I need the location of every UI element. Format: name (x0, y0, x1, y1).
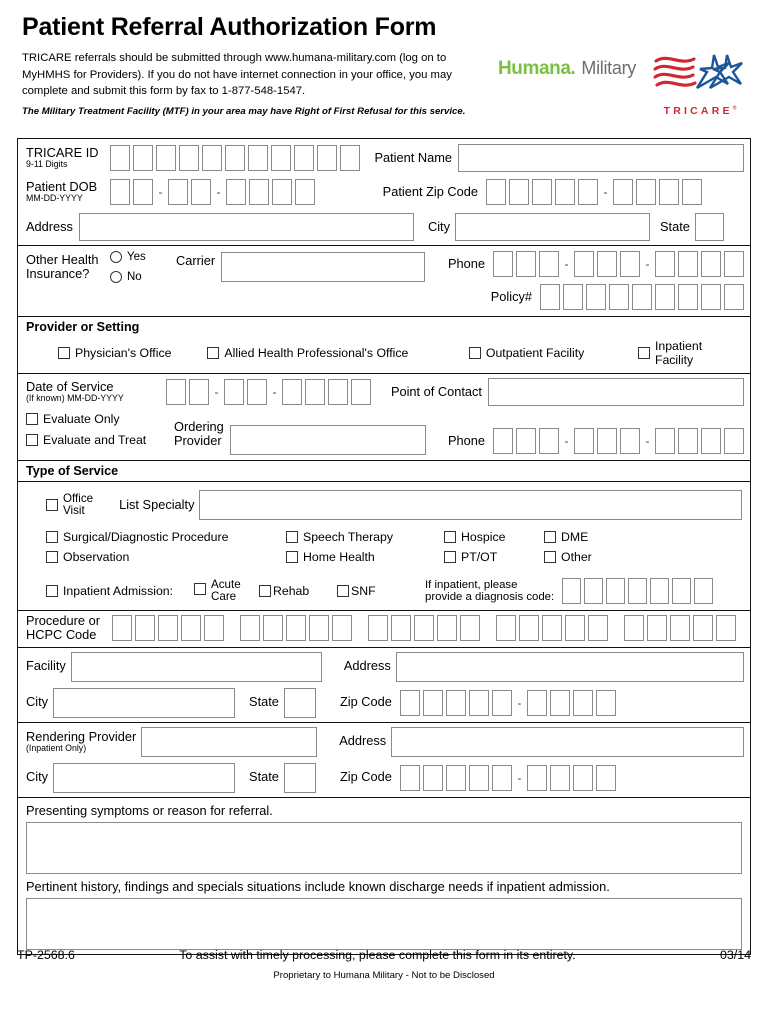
char-box[interactable] (446, 690, 466, 716)
char-box[interactable] (655, 251, 675, 277)
char-box[interactable] (135, 615, 155, 641)
char-box[interactable] (272, 179, 292, 205)
form-number: TP-2568.6 (17, 948, 75, 962)
rendering-address-input[interactable] (391, 727, 744, 757)
char-box[interactable] (586, 284, 606, 310)
char-box[interactable] (492, 690, 512, 716)
radio-yes-icon[interactable] (110, 251, 122, 263)
facility-city-input[interactable] (53, 688, 235, 718)
ordering-phone-input[interactable] (493, 428, 744, 454)
carrier-input[interactable] (221, 252, 425, 282)
row-service-types-1 (18, 528, 750, 546)
char-box[interactable] (701, 284, 721, 310)
char-box[interactable] (724, 428, 744, 454)
separator-dash: - (517, 770, 522, 785)
tricare-wordmark: TRICARE® (663, 105, 737, 117)
office-visit-label: Office Visit (63, 492, 94, 517)
char-box[interactable] (248, 145, 268, 171)
char-box[interactable] (286, 615, 306, 641)
rehab-option[interactable] (259, 584, 337, 598)
char-box[interactable] (240, 615, 260, 641)
char-box[interactable] (550, 765, 570, 791)
char-box[interactable] (181, 615, 201, 641)
checkbox-dme-icon[interactable] (544, 531, 556, 543)
separator-dash: - (645, 434, 650, 448)
service-option-other[interactable] (544, 550, 592, 564)
address-input[interactable] (79, 213, 414, 241)
tricare-emblem-icon (650, 48, 750, 98)
char-box[interactable] (694, 578, 713, 604)
form-body (17, 138, 751, 955)
insurance-phone-label: Phone (447, 255, 485, 271)
carrier-label: Carrier (176, 253, 216, 268)
inpatient-admission-label: Inpatient Admission: (63, 584, 174, 598)
char-box[interactable] (540, 284, 560, 310)
procedure-code-label: Procedure or HCPC Code (26, 613, 100, 643)
char-box[interactable] (573, 765, 593, 791)
service-option-dme[interactable] (544, 530, 588, 544)
service-option-home-health-label: Home Health (303, 550, 375, 564)
char-box[interactable] (368, 615, 388, 641)
checkbox-provider-setting-icon[interactable] (58, 347, 70, 359)
checkbox-provider-setting-icon[interactable] (469, 347, 481, 359)
history-label: Pertinent history, findings and specials situations include known discharge needs if inpatient admission. (26, 878, 610, 894)
row-ordering-phone (448, 428, 744, 454)
facility-zip-label: Zip Code (339, 694, 392, 710)
char-box[interactable] (133, 145, 153, 171)
char-box[interactable] (317, 145, 337, 171)
row-rendering-provider (18, 723, 750, 760)
char-box[interactable] (620, 251, 640, 277)
patient-zip-label: Patient Zip Code (382, 183, 478, 199)
char-box[interactable] (647, 615, 667, 641)
humana-wordmark: Humana. (497, 58, 576, 79)
separator-dash: - (216, 185, 221, 199)
separator-dash: - (564, 257, 569, 271)
char-box[interactable] (628, 578, 647, 604)
char-box[interactable] (295, 179, 315, 205)
evaluate-only-label: Evaluate Only (43, 412, 120, 426)
char-box[interactable] (166, 379, 186, 405)
footer-center-text: To assist with timely processing, please complete this form in its entirety. (179, 948, 576, 962)
inpatient-admission-option[interactable] (46, 584, 194, 598)
char-box[interactable] (156, 145, 176, 171)
char-box[interactable] (446, 765, 466, 791)
point-of-contact-input[interactable] (488, 378, 744, 406)
char-box[interactable] (539, 251, 559, 277)
tricare-logo (650, 48, 750, 117)
char-box[interactable] (563, 284, 583, 310)
row-policy-number (448, 284, 744, 310)
char-box[interactable] (574, 428, 594, 454)
humana-military-logo (498, 48, 636, 80)
char-box[interactable] (271, 145, 291, 171)
char-box[interactable] (670, 615, 690, 641)
facility-address-label: Address (343, 658, 391, 674)
rendering-zip-input[interactable] (400, 765, 616, 791)
checkbox-speech-icon[interactable] (286, 531, 298, 543)
rendering-state-label: State (249, 769, 279, 785)
checkbox-observation-icon[interactable] (46, 551, 58, 563)
char-box[interactable] (539, 428, 559, 454)
char-box[interactable] (493, 251, 513, 277)
char-box[interactable] (620, 428, 640, 454)
provider-setting-option-1[interactable] (58, 346, 207, 360)
list-specialty-input[interactable] (199, 490, 742, 520)
char-box[interactable] (469, 690, 489, 716)
separator-dash: - (214, 385, 219, 399)
tricare-id-label-group (26, 146, 110, 170)
dob-label-group (26, 180, 110, 204)
proprietary-notice: Proprietary to Humana Military - Not to be Disclosed (273, 970, 495, 981)
char-box[interactable] (263, 615, 283, 641)
char-box[interactable] (578, 179, 598, 205)
char-box[interactable] (516, 251, 536, 277)
char-box[interactable] (391, 615, 411, 641)
rendering-zip-label: Zip Code (339, 769, 392, 785)
char-box[interactable] (597, 251, 617, 277)
char-box[interactable] (158, 615, 178, 641)
char-box[interactable] (249, 179, 269, 205)
form-revision-date: 03/14 (719, 948, 751, 962)
rendering-state-input[interactable] (284, 763, 316, 793)
char-box[interactable] (226, 179, 246, 205)
snf-option[interactable] (337, 584, 415, 598)
symptoms-textarea[interactable] (26, 822, 742, 874)
service-option-dme-label: DME (561, 530, 589, 544)
address-label: Address (26, 218, 73, 234)
provider-setting-option-label: Physician's Office (75, 346, 172, 360)
rendering-provider-input[interactable] (141, 727, 317, 757)
char-box[interactable] (655, 284, 675, 310)
char-box[interactable] (309, 615, 329, 641)
checkbox-inpatient-admission-icon[interactable] (46, 585, 58, 597)
char-box[interactable] (202, 145, 222, 171)
dob-label: Patient DOB (26, 179, 98, 194)
char-box[interactable] (532, 179, 552, 205)
checkbox-provider-setting-icon[interactable] (207, 347, 219, 359)
separator-dash: - (645, 257, 650, 271)
char-box[interactable] (400, 690, 420, 716)
char-box[interactable] (191, 179, 211, 205)
dob-input[interactable] (110, 179, 315, 205)
other-insurance-radio-group (110, 251, 162, 283)
char-box[interactable] (400, 765, 420, 791)
ordering-provider-label: Ordering Provider (174, 419, 224, 449)
insurance-phone-input[interactable] (493, 251, 744, 277)
state-label: State (660, 218, 690, 234)
char-box[interactable] (596, 765, 616, 791)
char-box[interactable] (650, 578, 669, 604)
char-box[interactable] (655, 428, 675, 454)
other-insurance-label: Other Health Insurance? (26, 252, 99, 282)
char-box[interactable] (550, 690, 570, 716)
char-box[interactable] (724, 251, 744, 277)
provider-setting-option-3[interactable] (469, 346, 638, 360)
char-box[interactable] (224, 379, 244, 405)
service-option-observation[interactable] (46, 550, 286, 564)
row-patient-address (18, 210, 750, 246)
separator-dash: - (272, 385, 277, 399)
row-ordering-provider (18, 409, 750, 461)
char-box[interactable] (724, 284, 744, 310)
row-procedure-code (18, 611, 750, 648)
date-of-service-sublabel: (If known) MM-DD-YYYY (26, 393, 124, 404)
char-box[interactable] (596, 690, 616, 716)
page-title: Patient Referral Authorization Form (22, 13, 437, 41)
char-box[interactable] (588, 615, 608, 641)
char-box[interactable] (496, 615, 516, 641)
service-option-hospice[interactable] (444, 530, 544, 544)
char-box[interactable] (678, 284, 698, 310)
procedure-code-input[interactable] (112, 615, 736, 641)
char-box[interactable] (133, 179, 153, 205)
char-box[interactable] (606, 578, 625, 604)
char-box[interactable] (527, 690, 547, 716)
tricare-id-input[interactable] (110, 145, 360, 171)
service-option-speech[interactable] (286, 530, 444, 544)
row-insurance-phone (448, 251, 744, 277)
facility-input[interactable] (71, 652, 322, 682)
char-box[interactable] (527, 765, 547, 791)
policy-number-input[interactable] (540, 284, 744, 310)
checkbox-snf-icon[interactable] (337, 585, 349, 597)
provider-setting-option-label: Outpatient Facility (485, 346, 585, 360)
char-box[interactable] (555, 179, 575, 205)
checkbox-other-icon[interactable] (544, 551, 556, 563)
char-box[interactable] (584, 578, 603, 604)
checkbox-acute-care-icon[interactable] (194, 583, 206, 595)
mtf-note: The Military Treatment Facility (MTF) in your area may have Right of First Refusal for this service. (22, 106, 466, 118)
date-of-service-label: Date of Service (26, 379, 114, 394)
char-box[interactable] (112, 615, 132, 641)
facility-address-input[interactable] (396, 652, 744, 682)
char-box[interactable] (493, 428, 513, 454)
checkbox-surgical-icon[interactable] (46, 531, 58, 543)
insurance-no-label: No (127, 271, 142, 283)
facility-state-label: State (249, 694, 279, 710)
char-box[interactable] (509, 179, 529, 205)
service-option-hospice-label: Hospice (461, 530, 506, 544)
dob-sublabel: MM-DD-YYYY (26, 193, 83, 204)
policy-number-label: Policy# (490, 288, 532, 304)
char-box[interactable] (168, 179, 188, 205)
char-box[interactable] (682, 179, 702, 205)
char-box[interactable] (716, 615, 736, 641)
insurance-yes-label: Yes (127, 251, 146, 263)
char-box[interactable] (597, 428, 617, 454)
char-box[interactable] (247, 379, 267, 405)
service-option-home-health[interactable] (286, 550, 444, 564)
row-office-visit (18, 482, 750, 528)
military-wordmark: Military (581, 58, 636, 78)
symptoms-label: Presenting symptoms or reason for referral. (26, 802, 273, 818)
char-box[interactable] (701, 428, 721, 454)
checkbox-evaluate-only-icon[interactable] (26, 413, 38, 425)
provider-setting-options (18, 337, 750, 374)
char-box[interactable] (701, 251, 721, 277)
brand-logos (498, 48, 750, 117)
city-label: City (427, 218, 450, 234)
char-box[interactable] (294, 145, 314, 171)
separator-dash: - (564, 434, 569, 448)
patient-name-label: Patient Name (374, 149, 452, 165)
checkbox-pt-ot-icon[interactable] (444, 551, 456, 563)
char-box[interactable] (636, 179, 656, 205)
char-box[interactable] (672, 578, 691, 604)
char-box[interactable] (542, 615, 562, 641)
row-facility (18, 648, 750, 685)
row-date-of-service (18, 374, 750, 409)
char-box[interactable] (486, 179, 506, 205)
form-header (0, 0, 768, 128)
rehab-label: Rehab (273, 584, 310, 598)
service-option-surgical-label: Surgical/Diagnostic Procedure (63, 530, 229, 544)
office-visit-option[interactable] (46, 493, 93, 517)
evaluate-and-treat-label: Evaluate and Treat (43, 433, 147, 447)
char-box[interactable] (573, 690, 593, 716)
char-box[interactable] (565, 615, 585, 641)
separator-dash: - (158, 185, 163, 199)
provider-setting-option-4[interactable] (638, 339, 742, 367)
checkbox-provider-setting-icon[interactable] (638, 347, 650, 359)
service-option-observation-label: Observation (63, 550, 130, 564)
char-box[interactable] (613, 179, 633, 205)
char-box[interactable] (460, 615, 480, 641)
char-box[interactable] (693, 615, 713, 641)
service-option-pt-ot[interactable] (444, 550, 544, 564)
provider-setting-option-2[interactable] (207, 346, 468, 360)
row-inpatient-admission (18, 574, 750, 611)
char-box[interactable] (423, 690, 443, 716)
date-of-service-input[interactable] (166, 379, 371, 405)
row-facility-city (18, 685, 750, 723)
char-box[interactable] (516, 428, 536, 454)
char-box[interactable] (632, 284, 652, 310)
point-of-contact-label: Point of Contact (390, 383, 482, 399)
char-box[interactable] (189, 379, 209, 405)
checkbox-home-health-icon[interactable] (286, 551, 298, 563)
insurance-yes-option[interactable] (110, 251, 162, 263)
char-box[interactable] (469, 765, 489, 791)
evaluate-options (26, 411, 174, 447)
diagnosis-code-input[interactable] (562, 578, 713, 604)
type-of-service-title: Type of Service (18, 461, 750, 482)
state-input[interactable] (695, 213, 724, 241)
row-patient-dob (18, 176, 750, 210)
rendering-city-input[interactable] (53, 763, 235, 793)
facility-zip-input[interactable] (400, 690, 616, 716)
char-box[interactable] (204, 615, 224, 641)
patient-zip-input[interactable] (486, 179, 702, 205)
char-box[interactable] (659, 179, 679, 205)
separator-dash: - (603, 185, 608, 199)
patient-name-input[interactable] (458, 144, 744, 172)
provider-setting-title: Provider or Setting (26, 320, 140, 334)
char-box[interactable] (423, 765, 443, 791)
char-box[interactable] (179, 145, 199, 171)
row-service-types-2 (18, 546, 750, 574)
ordering-phone-label: Phone (447, 432, 485, 448)
rendering-city-label: City (26, 769, 49, 785)
evaluate-only-option[interactable] (26, 412, 174, 426)
insurance-no-option[interactable] (110, 271, 162, 283)
insurance-right-group (448, 251, 744, 310)
acute-care-option[interactable] (194, 579, 259, 603)
separator-dash: - (517, 695, 522, 710)
char-box[interactable] (110, 145, 130, 171)
service-option-speech-label: Speech Therapy (303, 530, 394, 544)
provider-setting-option-label: Allied Health Professional's Office (224, 346, 409, 360)
char-box[interactable] (562, 578, 581, 604)
checkbox-office-visit-icon[interactable] (46, 499, 58, 511)
char-box[interactable] (678, 428, 698, 454)
evaluate-and-treat-option[interactable] (26, 433, 174, 447)
facility-state-input[interactable] (284, 688, 316, 718)
char-box[interactable] (678, 251, 698, 277)
tricare-id-sublabel: 9-11 Digits (26, 159, 68, 170)
char-box[interactable] (305, 379, 325, 405)
tricare-id-label: TRICARE ID (26, 145, 99, 160)
rendering-provider-label: Rendering Provider (Inpatient Only) (26, 728, 137, 753)
intro-paragraph: TRICARE referrals should be submitted through www.humana-military.com (log on to MyHMHS for Providers). If you do not have internet connection in your office, you may complete and submit this form by fax to 1-877-548-1547. (22, 52, 452, 97)
checkbox-hospice-icon[interactable] (444, 531, 456, 543)
char-box[interactable] (414, 615, 434, 641)
facility-city-label: City (26, 694, 49, 710)
service-option-other-label: Other (561, 550, 592, 564)
date-of-service-label-group (26, 380, 166, 404)
snf-label: SNF (351, 584, 376, 598)
service-option-pt-ot-label: PT/OT (461, 550, 498, 564)
char-box[interactable] (609, 284, 629, 310)
city-input[interactable] (455, 213, 650, 241)
char-box[interactable] (328, 379, 348, 405)
radio-no-icon[interactable] (110, 271, 122, 283)
char-box[interactable] (351, 379, 371, 405)
rendering-address-label: Address (339, 733, 387, 749)
row-rendering-city (18, 760, 750, 798)
list-specialty-label: List Specialty (119, 496, 195, 512)
char-box[interactable] (282, 379, 302, 405)
char-box[interactable] (519, 615, 539, 641)
char-box[interactable] (225, 145, 245, 171)
char-box[interactable] (492, 765, 512, 791)
char-box[interactable] (574, 251, 594, 277)
char-box[interactable] (437, 615, 457, 641)
acute-care-label: Acute Care (211, 578, 241, 603)
service-option-surgical[interactable] (46, 530, 286, 544)
checkbox-evaluate-treat-icon[interactable] (26, 434, 38, 446)
char-box[interactable] (340, 145, 360, 171)
facility-label: Facility (26, 658, 66, 674)
diagnosis-code-label: If inpatient, please provide a diagnosis code: (425, 579, 555, 603)
form-footer (17, 948, 751, 962)
ordering-provider-input[interactable] (230, 425, 426, 455)
checkbox-rehab-icon[interactable] (259, 585, 271, 597)
char-box[interactable] (624, 615, 644, 641)
char-box[interactable] (332, 615, 352, 641)
row-tricare-id (18, 139, 750, 176)
char-box[interactable] (110, 179, 130, 205)
history-textarea[interactable] (26, 898, 742, 950)
provider-setting-option-label: Inpatient Facility (654, 339, 703, 367)
row-other-insurance (18, 246, 750, 317)
